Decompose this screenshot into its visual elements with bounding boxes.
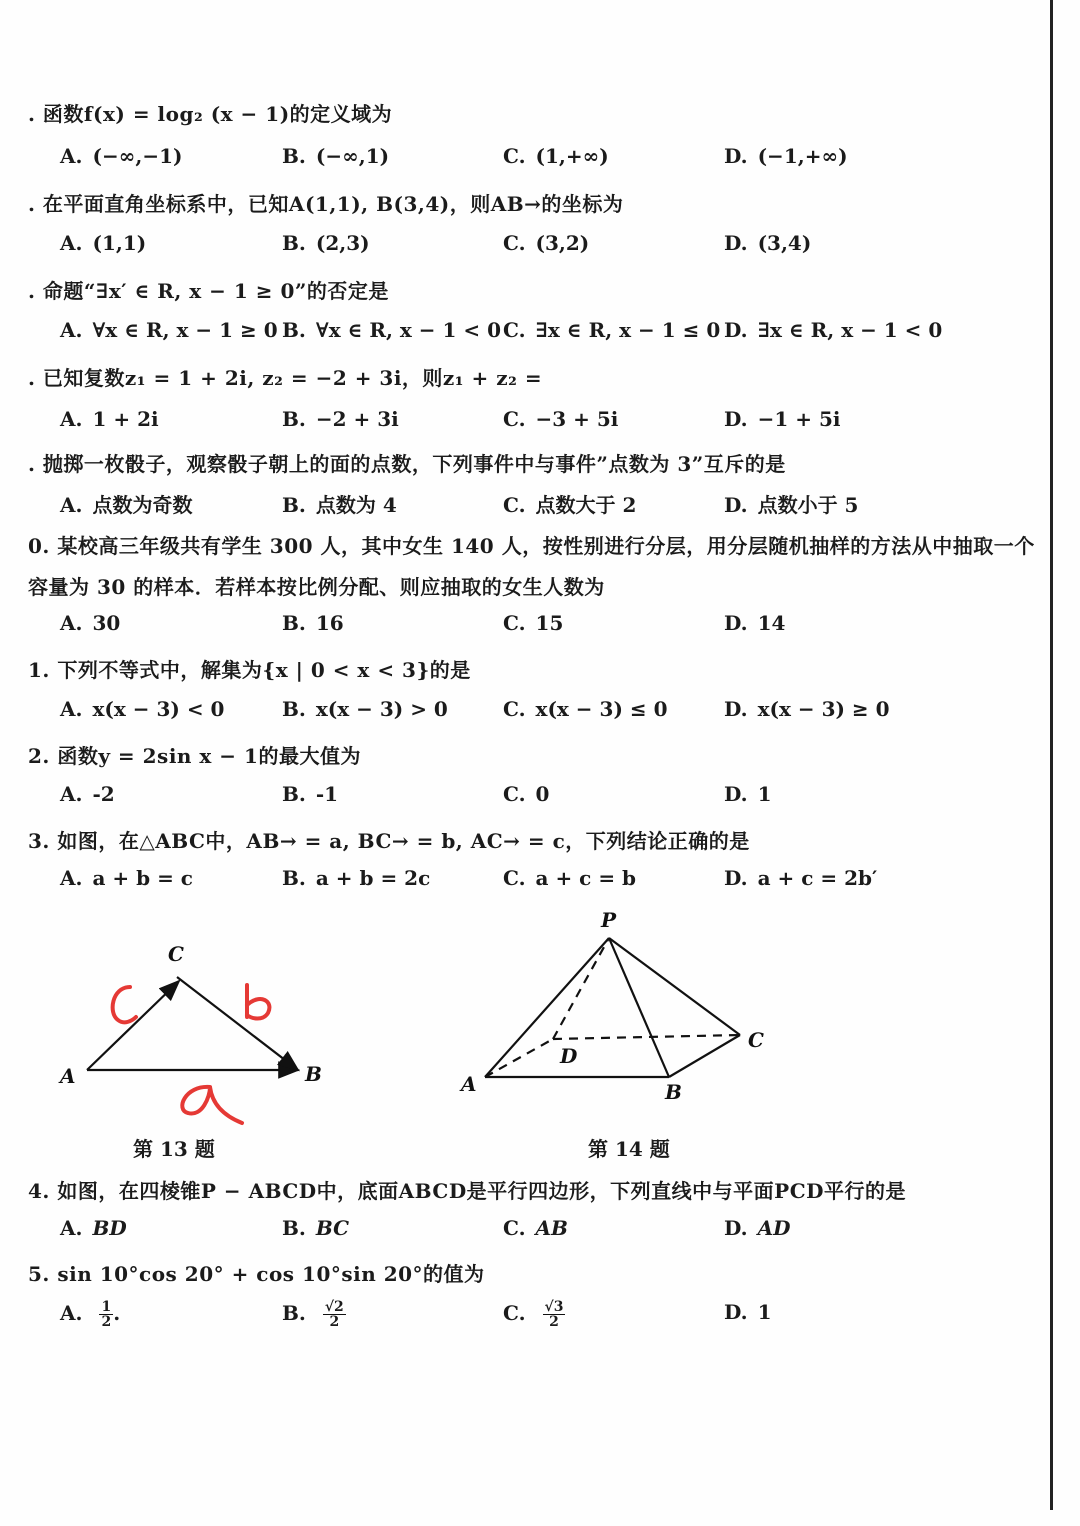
option-d: D. ∃x ∈ R, x − 1 < 0 xyxy=(724,318,943,342)
vector-bc xyxy=(177,977,298,1070)
handwritten-b xyxy=(247,985,269,1019)
option-d: D. a + c = 2b′ xyxy=(724,866,878,890)
handwritten-c xyxy=(113,987,136,1022)
option-d: D. 14 xyxy=(724,611,786,635)
vertex-label-b: B xyxy=(665,1080,682,1104)
question-options xyxy=(60,407,960,435)
option-b: B. (2,3) xyxy=(282,231,370,255)
option-c: C. a + c = b xyxy=(503,866,637,890)
handwritten-annotations xyxy=(113,985,270,1123)
option-c: C. (3,2) xyxy=(503,231,590,255)
option-b: B. -1 xyxy=(282,782,339,806)
question-stem-continued: 容量为 30 的样本．若样本按比例分配、则应抽取的女生人数为 xyxy=(28,575,605,599)
edge-pd-hidden xyxy=(553,938,609,1039)
option-a: A. 30 xyxy=(60,611,121,635)
question-stem: . 命题“∃x′ ∈ R, x − 1 ≥ 0”的否定是 xyxy=(28,279,389,303)
edge-pc xyxy=(609,938,740,1035)
option-d: D. (3,4) xyxy=(724,231,812,255)
option-b: B. ∀x ∈ R, x − 1 < 0 xyxy=(282,318,502,342)
fraction-one-half: $\frac{1}{2}$ xyxy=(101,1299,112,1330)
figure-14-caption: 第 14 题 xyxy=(588,1137,670,1161)
option-a: A. (1,1) xyxy=(60,231,147,255)
option-a: A. 点数为奇数 xyxy=(60,493,193,517)
option-b: B. 点数为 4 xyxy=(282,493,397,517)
option-b: B. 16 xyxy=(282,611,344,635)
option-c: C. 15 xyxy=(503,611,564,635)
option-a: A. BD xyxy=(60,1216,127,1240)
question-stem: . 函数f(x) = log₂ (x − 1)的定义域为 xyxy=(28,102,393,126)
vertex-label-c: C xyxy=(168,942,184,966)
question-stem: . 抛掷一枚骰子，观察骰子朝上的面的点数，下列事件中与事件”点数为 3”互斥的是 xyxy=(28,452,786,476)
question-options xyxy=(60,144,960,172)
question-options xyxy=(60,1300,960,1340)
question-stem: 2. 函数y = 2sin x − 1的最大值为 xyxy=(28,744,361,768)
option-b: B. a + b = 2c xyxy=(282,866,431,890)
question-options xyxy=(60,782,960,810)
option-b: B. x(x − 3) > 0 xyxy=(282,697,448,721)
figure-13-triangle xyxy=(50,935,350,1135)
question-options xyxy=(60,866,960,894)
option-c: C. x(x − 3) ≤ 0 xyxy=(503,697,668,721)
option-b: B. −2 + 3i xyxy=(282,407,399,431)
option-d: D. x(x − 3) ≥ 0 xyxy=(724,697,890,721)
option-b: B. BC xyxy=(282,1216,350,1240)
fraction-root2-over-2: $\frac{√2}{2}$ xyxy=(324,1299,344,1330)
question-stem: 4. 如图，在四棱锥P − ABCD中，底面ABCD是平行四边形，下列直线中与平面PCD平行的是 xyxy=(28,1179,906,1203)
vertex-label-d: D xyxy=(560,1044,578,1068)
question-options xyxy=(60,611,960,639)
page-edge-line xyxy=(1050,0,1053,1510)
question-stem: 3. 如图，在△ABC中，AB→ = a, BC→ = b, AC→ = c，下列结论正确的是 xyxy=(28,829,750,853)
question-stem: 0. 某校高三年级共有学生 300 人，其中女生 140 人，按性别进行分层，用分层随机抽样的方法从中抽取一个 xyxy=(28,534,1035,558)
option-a: A. ∀x ∈ R, x − 1 ≥ 0 xyxy=(60,318,278,342)
option-b: B. (−∞,1) xyxy=(282,144,390,168)
option-a: A. $\frac{1}{2}$ . xyxy=(60,1299,121,1330)
option-c: C. $\frac{√3}{2}$ xyxy=(503,1299,564,1330)
question-stem: 1. 下列不等式中，解集为{x | 0 < x < 3}的是 xyxy=(28,658,471,682)
fraction-root3-over-2: $\frac{√3}{2}$ xyxy=(544,1299,564,1330)
question-options xyxy=(60,697,960,725)
vector-ac xyxy=(87,981,179,1070)
question-options xyxy=(60,318,960,346)
option-d: D. −1 + 5i xyxy=(724,407,841,431)
figure-14-pyramid xyxy=(455,905,775,1115)
edge-ad-hidden xyxy=(485,1039,553,1077)
question-options xyxy=(60,231,960,259)
option-c: C. ∃x ∈ R, x − 1 ≤ 0 xyxy=(503,318,721,342)
question-stem: . 已知复数z₁ = 1 + 2i, z₂ = −2 + 3i，则z₁ + z₂ = xyxy=(28,366,543,390)
question-stem: 5. sin 10°cos 20° + cos 10°sin 20°的值为 xyxy=(28,1262,485,1286)
option-a: A. a + b = c xyxy=(60,866,193,890)
question-options xyxy=(60,1216,960,1244)
option-d: D. (−1,+∞) xyxy=(724,144,848,168)
option-c: C. AB xyxy=(503,1216,568,1240)
question-options xyxy=(60,489,960,517)
option-c: C. (1,+∞) xyxy=(503,144,609,168)
vertex-label-c: C xyxy=(748,1028,764,1052)
edge-dc-hidden xyxy=(553,1035,740,1039)
option-c: C. 0 xyxy=(503,782,550,806)
option-a: A. x(x − 3) < 0 xyxy=(60,697,225,721)
option-a: A. 1 + 2i xyxy=(60,407,159,431)
option-d: D. AD xyxy=(724,1216,791,1240)
option-d: D. 1 xyxy=(724,782,772,806)
vertex-label-b: B xyxy=(305,1062,322,1086)
option-d: D. 点数小于 5 xyxy=(724,493,859,517)
vertex-label-a: A xyxy=(60,1064,76,1088)
option-b: B. $\frac{√2}{2}$ xyxy=(282,1299,344,1330)
option-c: C. −3 + 5i xyxy=(503,407,619,431)
edge-pa xyxy=(485,938,609,1077)
option-a: A. (−∞,−1) xyxy=(60,144,183,168)
vertex-label-p: P xyxy=(601,908,617,932)
edge-bc xyxy=(669,1035,740,1077)
vertex-label-a: A xyxy=(461,1072,477,1096)
figure-13-caption: 第 13 题 xyxy=(133,1137,215,1161)
option-a: A. -2 xyxy=(60,782,115,806)
handwritten-a xyxy=(182,1087,242,1123)
option-c: C. 点数大于 2 xyxy=(503,493,637,517)
option-d: D. 1 xyxy=(724,1300,772,1324)
question-stem: . 在平面直角坐标系中，已知A(1,1), B(3,4)，则AB→的坐标为 xyxy=(28,192,624,216)
